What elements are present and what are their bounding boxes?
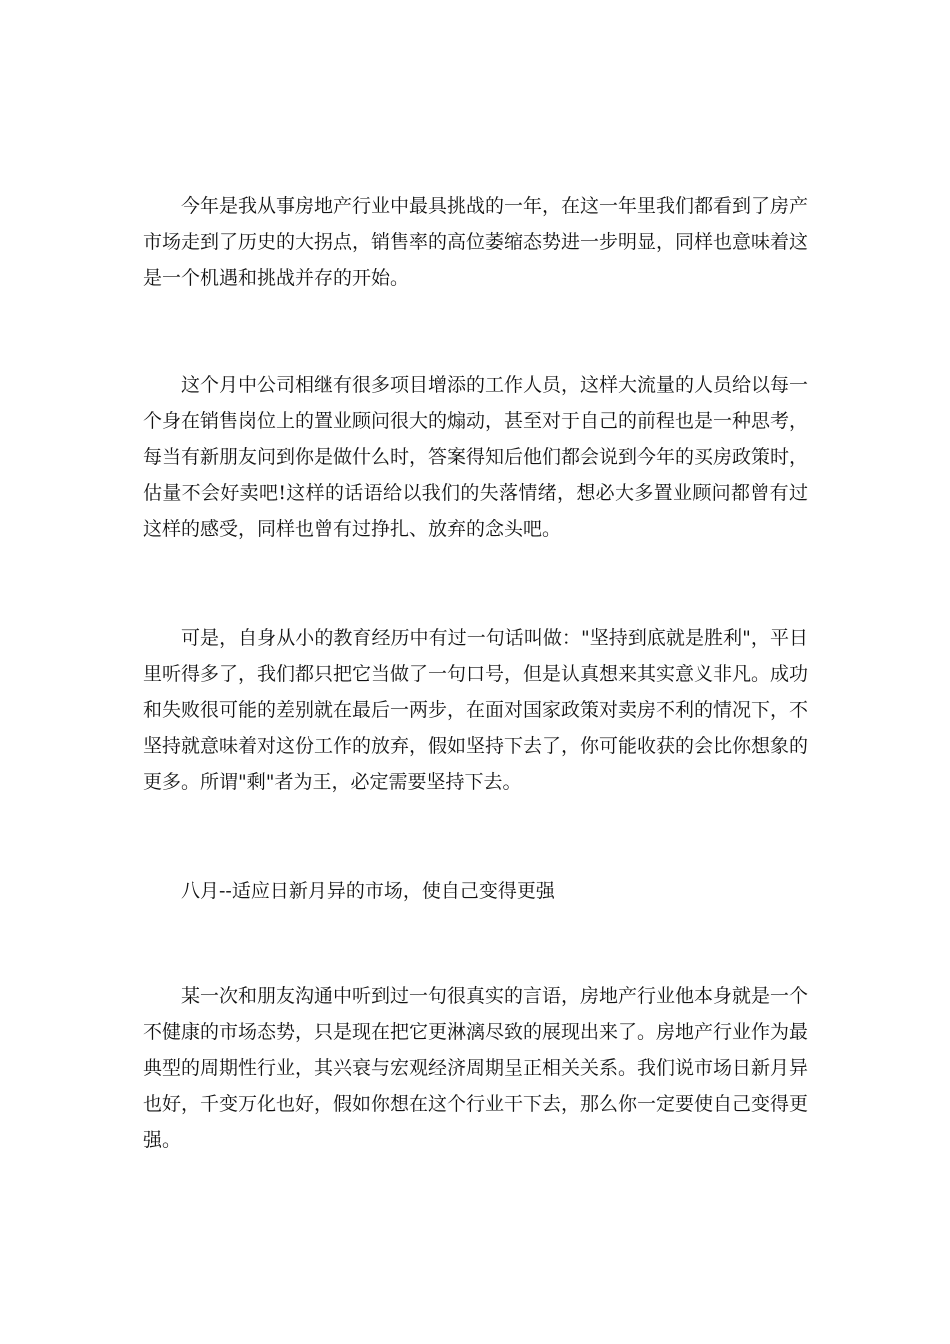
section-heading-august: 八月--适应日新月异的市场，使自己变得更强 <box>181 880 555 902</box>
paragraph-persistence: 可是，自身从小的教育经历中有过一句话叫做："坚持到底就是胜利"，平日里听得多了，我们都只把它当做了一句口号，但是认真想来其实意义非凡。成功和失败很可能的差别就在最后一两步，在面对国家政策对卖房不利的情况下，不坚持就意味着对这份工作的放弃，假如坚持下去了，你可能收获的会比你想象的更多。所谓"剩"者为王，必定需要坚持下去。 <box>143 627 809 793</box>
paragraph-become-stronger: 某一次和朋友沟通中听到过一句很真实的言语，房地产行业他本身就是一个不健康的市场态势，只是现在把它更淋漓尽致的展现出来了。房地产行业作为最典型的周期性行业，其兴衰与宏观经济周期呈正相关关系。我们说市场日新月异也好，千变万化也好，假如你想在这个行业干下去，那么你一定要使自己变得更强。 <box>143 985 809 1151</box>
paragraph-staff-changes: 这个月中公司相继有很多项目增添的工作人员，这样大流量的人员给以每一个身在销售岗位上的置业顾问很大的煽动，甚至对于自己的前程也是一种思考，每当有新朋友问到你是做什么时，答案得知后他们都会说到今年的买房政策时，估量不会好卖吧!这样的话语给以我们的失落情绪，想必大多置业顾问都曾有过这样的感受，同样也曾有过挣扎、放弃的念头吧。 <box>143 374 809 540</box>
paragraph-market-turning-point: 今年是我从事房地产行业中最具挑战的一年，在这一年里我们都看到了房产市场走到了历史的大拐点，销售率的高位萎缩态势进一步明显，同样也意味着这是一个机遇和挑战并存的开始。 <box>143 195 809 289</box>
